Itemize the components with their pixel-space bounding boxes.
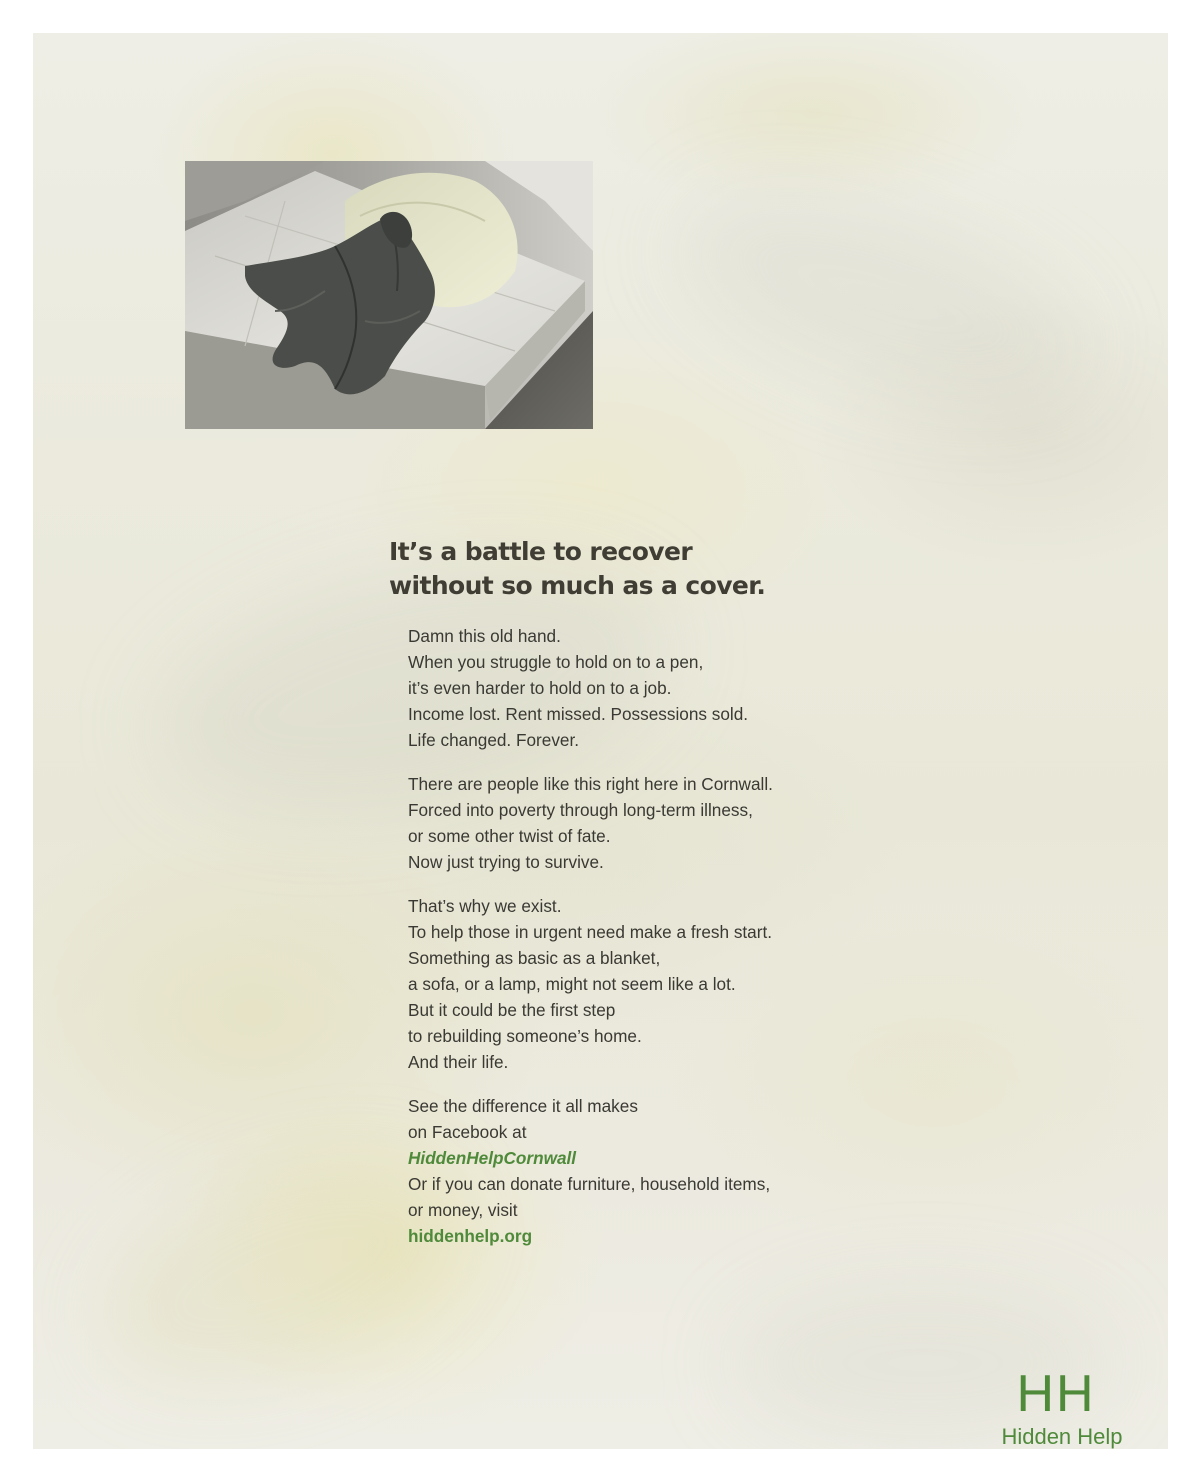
fabric-fold-shadow bbox=[657, 152, 1109, 443]
logo-wordmark: Hidden Help bbox=[1001, 1424, 1123, 1449]
facebook-prefix: on Facebook at bbox=[408, 1122, 527, 1142]
jacket-on-mattress-photo bbox=[185, 161, 593, 429]
hidden-help-logo bbox=[977, 1365, 1147, 1449]
body-line: To help those in urgent need make a fresh start. bbox=[408, 922, 773, 942]
body-line: When you struggle to hold on to a pen, bbox=[408, 652, 704, 672]
poster bbox=[33, 33, 1168, 1449]
photo-illustration bbox=[185, 161, 593, 429]
body-line: Or if you can donate furniture, household items, bbox=[408, 1174, 771, 1194]
stanza-1 bbox=[408, 623, 928, 753]
body-line: Forced into poverty through long-term illness, bbox=[408, 800, 753, 820]
body-line: Something as basic as a blanket, bbox=[408, 948, 661, 968]
headline-line: without so much as a cover. bbox=[389, 571, 766, 600]
body-line: or some other twist of fate. bbox=[408, 826, 611, 846]
body-line: it’s even harder to hold on to a job. bbox=[408, 678, 672, 698]
body-line: And their life. bbox=[408, 1052, 509, 1072]
body-line bbox=[408, 1197, 928, 1249]
headline bbox=[389, 535, 949, 603]
stanza-2 bbox=[408, 771, 928, 875]
body-line: There are people like this right here in Cornwall. bbox=[408, 774, 773, 794]
stanza-4-call-to-action bbox=[408, 1093, 928, 1249]
headline-line: It’s a battle to recover bbox=[389, 537, 693, 566]
body-copy bbox=[408, 623, 928, 1267]
body-line: Now just trying to survive. bbox=[408, 852, 604, 872]
website-prefix: or money, visit bbox=[408, 1200, 518, 1220]
body-line: See the difference it all makes bbox=[408, 1096, 638, 1116]
website-link[interactable]: hiddenhelp.org bbox=[408, 1226, 533, 1246]
body-line bbox=[408, 1119, 928, 1171]
stanza-3 bbox=[408, 893, 928, 1075]
body-line: That’s why we exist. bbox=[408, 896, 562, 916]
body-line: a sofa, or a lamp, might not seem like a lot. bbox=[408, 974, 736, 994]
body-line: Life changed. Forever. bbox=[408, 730, 580, 750]
facebook-handle-link[interactable]: HiddenHelpCornwall bbox=[408, 1148, 577, 1168]
logo-mark: HH bbox=[1016, 1365, 1096, 1423]
body-line: But it could be the first step bbox=[408, 1000, 616, 1020]
body-line: to rebuilding someone’s home. bbox=[408, 1026, 642, 1046]
body-line: Damn this old hand. bbox=[408, 626, 561, 646]
body-line: Income lost. Rent missed. Possessions sold. bbox=[408, 704, 749, 724]
